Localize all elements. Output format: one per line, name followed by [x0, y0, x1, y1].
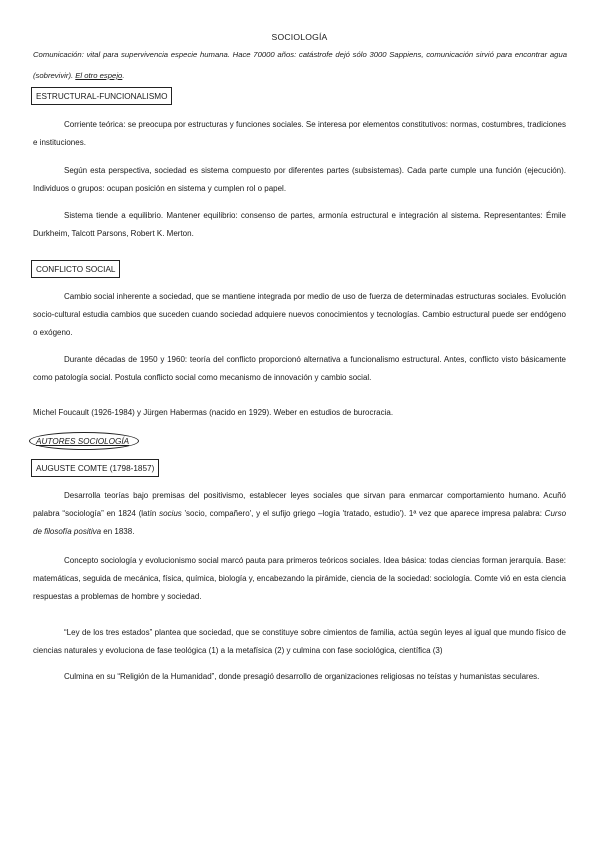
estructural-paragraph-3: Sistema tiende a equilibrio. Mantener equilibrio: consenso de partes, armonía estructural e integración al sistema. Representantes: Émile Durkheim, Talcott Parsons, Robert K. Merton.: [33, 211, 566, 238]
comte-p1-text-b: 'socio, compañero', y el sufijo griego –logía 'tratado, estudio'). 1ª vez que aparece impresa palabra:: [181, 509, 545, 518]
estructural-paragraph-1: Corriente teórica: se preocupa por estructuras y funciones sociales. Se interesa por elementos constitutivos: normas, costumbres, tradiciones e instituciones.: [33, 120, 566, 147]
conflicto-paragraph-2: Durante décadas de 1950 y 1960: teoría del conflicto proporcionó alternativa a funcionalismo estructural. Antes, conflicto visto básicamente como patología social. Postula conflicto social como mecanismo de innovación y cambio social.: [33, 355, 566, 382]
comte-paragraph-3: “Ley de los tres estados” plantea que sociedad, que se constituye sobre cimientos de familia, actúa según leyes al igual que mundo físico de ciencias naturales y evoluciona de fase teológica (1) a la metafísica (2) y culmina con fase sociológica, científica (3): [33, 628, 566, 655]
heading-estructural-funcionalismo: ESTRUCTURAL-FUNCIONALISMO: [31, 87, 172, 105]
comte-p1-text-c: en 1838.: [101, 527, 135, 536]
estructural-paragraph-2: Según esta perspectiva, sociedad es sistema compuesto por diferentes partes (subsistemas). Cada parte cumple una función (ejecución). Individuos o grupos: ocupan posición en sistema y cumplen rol o papel.: [33, 166, 566, 193]
comte-paragraph-1: [33, 487, 566, 541]
intro-link[interactable]: El otro espejo: [75, 71, 123, 80]
heading-conflicto-social: CONFLICTO SOCIAL: [31, 260, 120, 278]
comte-paragraph-2: Concepto sociología y evolucionismo social marcó pauta para primeros teóricos sociales. Idea básica: todas ciencias forman jerarquía. Base: matemáticas, seguida de mecánica, física, química, biología y, encabezando la pirámide, ciencia de la sociedad: sociología. Comte vió en esta ciencia respuestas a problemas de hombre y sociedad.: [33, 556, 566, 601]
conflicto-paragraph-3: Michel Foucault (1926-1984) y Jürgen Habermas (nacido en 1929). Weber en estudios de burocracia.: [33, 408, 394, 417]
document-title: SOCIOLOGÍA: [271, 32, 328, 42]
intro-text: Comunicación: vital para supervivencia especie humana. Hace 70000 años: catástrofe dejó sólo 3000 Sappiens, comunicación sirvió para encontrar agua (sobrevivir).: [33, 50, 567, 80]
intro-end: .: [122, 71, 125, 80]
heading-auguste-comte: AUGUSTE COMTE (1798-1857): [31, 459, 159, 477]
comte-paragraph-4: Culmina en su “Religión de la Humanidad”, donde presagió desarrollo de organizaciones religiosas no teístas y humanistas seculares.: [64, 672, 540, 681]
comte-p1-book-title: Curso de filosofía positiva: [33, 509, 567, 536]
heading-autores-sociologia: AUTORES SOCIOLOGÍA: [29, 432, 139, 450]
conflicto-paragraph-1: Cambio social inherente a sociedad, que se mantiene integrada por medio de uso de fuerza de determinadas estructuras sociales. Evolución socio-cultural estudia cambios que suceden cuando sociedad adquiere nuevos conocimientos y tecnologías. Cambio estructural puede ser endógeno o exógeno.: [33, 292, 566, 337]
intro-paragraph: [33, 44, 567, 86]
comte-p1-text-a: Desarrolla teorías bajo premisas del positivismo, establecer leyes sociales que sirvan para enmarcar comportamiento humano. Acuñó palabra “sociología” en 1824 (latín: [33, 491, 566, 518]
comte-p1-socius: socius: [159, 509, 182, 518]
